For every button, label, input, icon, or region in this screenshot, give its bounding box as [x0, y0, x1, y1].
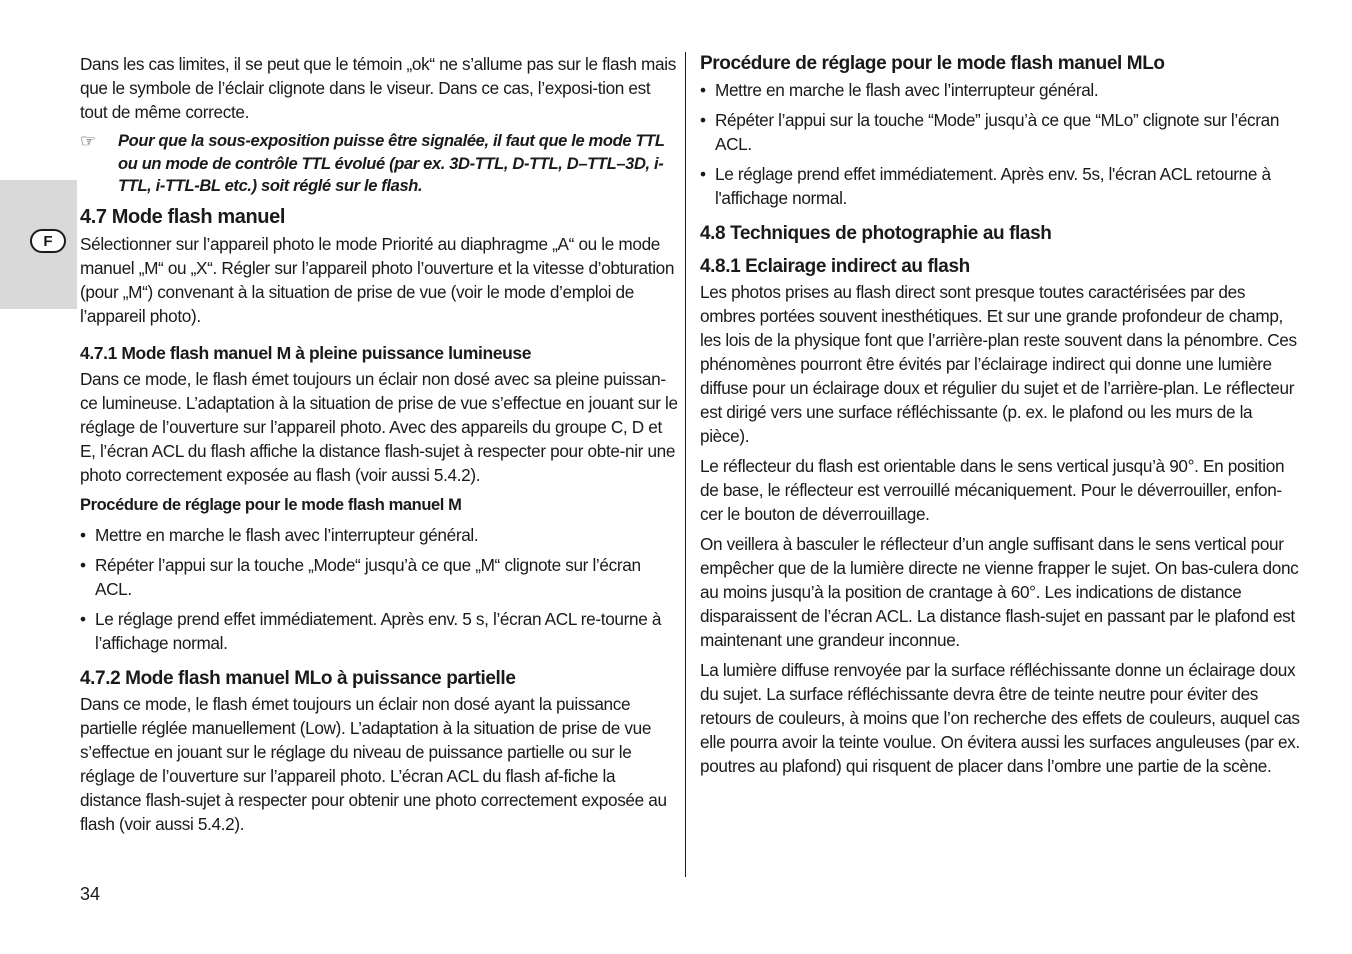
- heading-4-7-2: 4.7.2 Mode flash manuel MLo à puissance partielle: [80, 667, 516, 689]
- list-item: • Le réglage prend effet immédiatement. Après env. 5s, l'écran ACL retourne à l'affichage normal.: [700, 162, 1302, 210]
- heading-4-7-1: 4.7.1 Mode flash manuel M à pleine puissance lumineuse: [80, 342, 532, 363]
- list-item: • Répéter l’appui sur la touche „Mode“ jusqu’à ce que „M“ clignote sur l’écran ACL.: [80, 553, 678, 601]
- list-item: • Mettre en marche le flash avec l’interrupteur général.: [700, 78, 1302, 102]
- pointing-hand-icon: ☞: [80, 131, 96, 151]
- list-item: • Mettre en marche le flash avec l’interrupteur général.: [80, 523, 678, 547]
- page-number: 34: [80, 884, 101, 904]
- procedure-m-title: Procédure de réglage pour le mode flash manuel M: [80, 495, 462, 514]
- left-column: [80, 52, 678, 836]
- paragraph-indirect-3: On veillera à basculer le réflecteur d’un angle suffisant dans le sens vertical pour empêcher que de la lumière directe ne vienne frapper le sujet. On bas-culera donc au moins jusqu’à la position de crantage à 60°. Les indications de distance disparaissent de l’écran ACL. La distance flash-sujet en passant par le plafond est maintenant une grandeur inconnue.: [700, 534, 1299, 650]
- list-item: • Le réglage prend effet immédiatement. Après env. 5 s, l’écran ACL re-tourne à l’affichage normal.: [80, 607, 678, 655]
- right-column: [700, 52, 1302, 778]
- paragraph-indirect-1: Les photos prises au flash direct sont presque toutes caractérisées par des ombres portées souvent inesthétiques. Et sur une grande profondeur de champ, les lois de la physique font que l’arrière-plan reste souvent dans la pénombre. Ces phénomènes pourront être évités par l’éclairage indirect qui donne une lumière diffuse pour un éclairage doux et régulier du sujet et de l’arrière-plan. Le réflecteur est dirigé vers une surface réfléchissante (p. ex. le plafond ou les murs de la pièce).: [700, 282, 1297, 446]
- paragraph-4-7-2: Dans ce mode, le flash émet toujours un éclair non dosé ayant la puissance partielle réglée manuellement (Low). L’adaptation à la situation de prise de vue s’effectue en jouant sur le réglage du niveau de puissance partielle ou sur le réglage de l’ouverture sur l’appareil photo. L’écran ACL du flash af-fiche la distance flash-sujet à respecter pour obtenir une photo correctement exposée au flash (voir aussi 5.4.2).: [80, 693, 667, 834]
- list-item: • Répéter l’appui sur la touche “Mode” jusqu’à ce que “MLo” clignote sur l’écran ACL.: [700, 108, 1302, 156]
- heading-4-8: 4.8 Techniques de photographie au flash: [700, 223, 1052, 244]
- language-badge: F: [30, 229, 66, 253]
- procedure-mlo-list: [700, 78, 1302, 210]
- heading-4-8-1: 4.8.1 Eclairage indirect au flash: [700, 256, 970, 277]
- procedure-mlo-title: Procédure de réglage pour le mode flash manuel MLo: [700, 53, 1165, 74]
- paragraph-4-7-1: Dans ce mode, le flash émet toujours un éclair non dosé avec sa pleine puissan-ce lumineuse. L’adaptation à la situation de prise de vue s’effectue en jouant sur le réglage de l’ouverture sur l’appareil photo. Avec des appareils du groupe C, D et E, l’écran ACL du flash affiche la distance flash-sujet à respecter pour obte-nir une photo correctement exposée au flash (voir aussi 5.4.2).: [80, 368, 678, 485]
- column-divider: [685, 52, 686, 877]
- paragraph-4-7: Sélectionner sur l’appareil photo le mode Priorité au diaphragme „A“ ou le mode manuel „M“ ou „X“. Régler sur l’appareil photo l’ouverture et la vitesse d’obturation (pour „M“) convenant à la situation de prise de vue (voir le mode d’emploi de l’appareil photo).: [80, 233, 675, 326]
- paragraph-indirect-2: Le réflecteur du flash est orientable dans le sens vertical jusqu’à 90°. En position de base, le réflecteur est verrouillé mécaniquement. Pour le déverrouiller, enfon-cer le bouton de déverrouillage.: [700, 456, 1285, 524]
- intro-paragraph: Dans les cas limites, il se peut que le témoin „ok“ ne s’allume pas sur le flash mais que le symbole de l’éclair clignote dans le viseur. Dans ce cas, l’exposi-tion est tout de même correcte.: [80, 54, 676, 122]
- procedure-m-list: [80, 523, 678, 655]
- note-block: [80, 130, 678, 198]
- note-text: Pour que la sous-exposition puisse être signalée, il faut que le mode TTL ou un mode de contrôle TTL évolué (par ex. 3D-TTL, D-TTL, D–TTL–3D, i-TTL, i-TTL-BL etc.) soit réglé sur le flash.: [118, 132, 665, 195]
- paragraph-indirect-4: La lumière diffuse renvoyée par la surface réfléchissante donne un éclairage doux du sujet. La surface réfléchissante devra être de teinte neutre pour éviter des retours de couleurs, à moins que l’on recherche des effets de couleurs, auquel cas elle pourra avoir la teinte voulue. On évitera aussi les surfaces anguleuses (par ex. poutres au plafond) qui risquent de placer dans l’ombre une partie de la scène.: [700, 660, 1300, 776]
- heading-4-7: 4.7 Mode flash manuel: [80, 205, 285, 228]
